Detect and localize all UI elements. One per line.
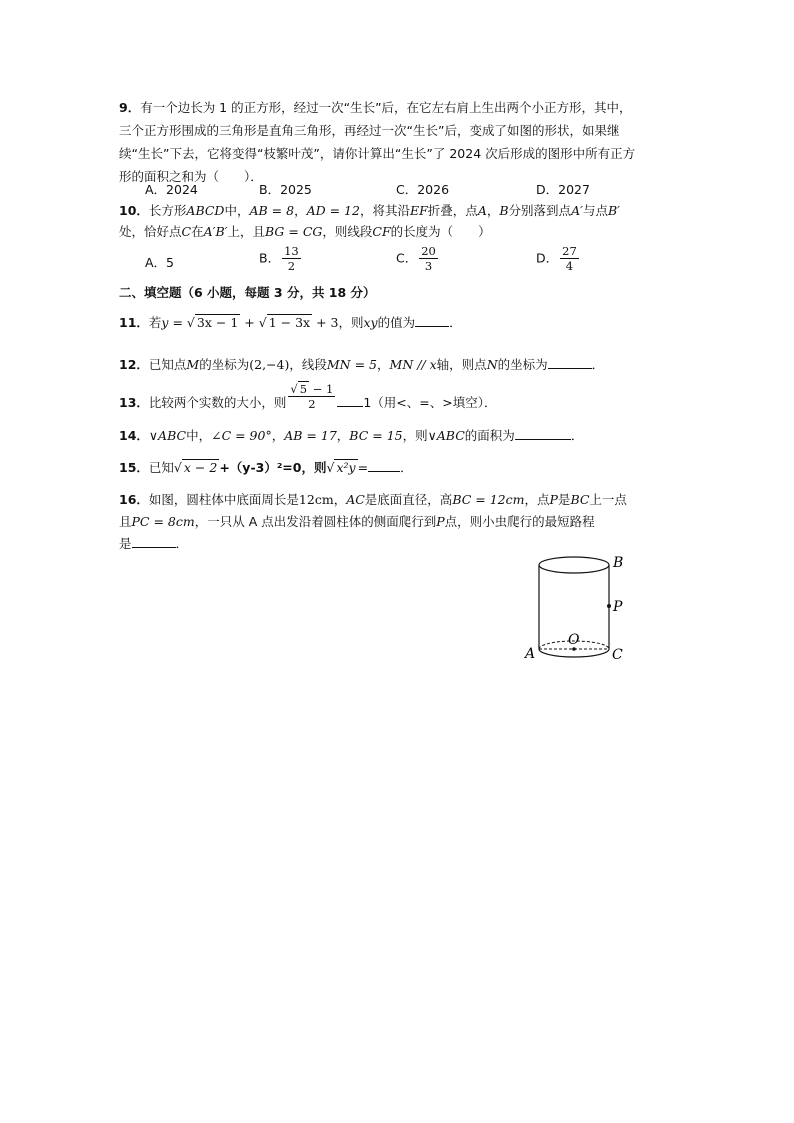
- q14-line: [119, 426, 583, 446]
- q15-text: +（y-3）²=0，则: [219, 460, 327, 475]
- cylinder-top-ellipse: [539, 557, 609, 573]
- q10-option-d-label: D．: [536, 250, 559, 266]
- q16-answer-blank[interactable]: [132, 535, 176, 548]
- q15-sqrt1: √ x − 2: [173, 460, 218, 475]
- q9-number: 9．: [119, 100, 141, 115]
- q16-p2: P: [436, 514, 445, 529]
- frac-num: 27: [562, 244, 577, 258]
- q14-triangle: ∨ABC: [148, 428, 187, 443]
- q16-text: 上一点: [589, 492, 627, 507]
- q10-text: 处，恰好点: [119, 224, 182, 239]
- q9-text3: 续“生长”下去，它将变得“枝繁叶茂”，请你计算出“生长”了 2024 次后形成的图形中所有正方: [119, 146, 636, 161]
- q10-text: 的长度为（ ）: [390, 224, 491, 239]
- q10-c: C: [181, 224, 192, 239]
- section-heading: 二、填空题（6 小题，每题 3 分，共 18 分）: [119, 285, 376, 300]
- q9-option-d[interactable]: D．2027: [536, 182, 590, 197]
- q13-line: [119, 382, 497, 413]
- q11-text: 的值为: [377, 315, 416, 330]
- q11-tail: + 3: [316, 315, 339, 330]
- frac-den: 2: [308, 397, 316, 411]
- q11-number: 11．: [119, 315, 149, 330]
- q15-end: ．: [400, 460, 413, 475]
- q10-line2: [119, 222, 491, 242]
- frac-den: 2: [287, 259, 296, 273]
- q12-answer-blank[interactable]: [548, 356, 592, 369]
- q16-line3: [119, 534, 188, 554]
- q10-text: 折叠，点: [427, 203, 478, 218]
- q10-text: 在: [191, 224, 204, 239]
- q16-text: ，一只从 A 点出发沿着圆柱体的侧面爬行到: [194, 514, 437, 529]
- q9-text2: 三个正方形围成的三角形是直角三角形，再经过一次“生长”后，变成了如图的形状，如果继: [119, 123, 620, 138]
- q15-answer-blank[interactable]: [368, 459, 400, 472]
- q11-end: ．: [449, 315, 462, 330]
- q11-text: 若: [148, 315, 162, 330]
- q9-option-b[interactable]: B．2025: [259, 182, 312, 197]
- frac-num: [288, 382, 335, 397]
- q16-text: 如图，圆柱体中底面周长是: [148, 492, 299, 507]
- frac-den: 4: [565, 259, 574, 273]
- q12-parallel: MN // x: [389, 357, 437, 372]
- q12-mn: MN = 5: [326, 357, 377, 372]
- q15-equals: =: [357, 460, 369, 475]
- q9-option-c[interactable]: C．2026: [396, 182, 450, 197]
- q16-text: 是: [557, 492, 571, 507]
- q13-num-tail: − 1: [309, 382, 334, 396]
- q11-answer-blank[interactable]: [415, 314, 449, 327]
- q10-b: B: [499, 203, 509, 218]
- q10-cf: CF: [372, 224, 391, 239]
- q10-text: 长方形: [148, 203, 187, 218]
- q14-text: ，则: [402, 428, 428, 443]
- q16-ac: AC: [346, 492, 365, 507]
- q10-ab: AB = 8: [249, 203, 295, 218]
- q10-option-b-fraction: [282, 244, 301, 273]
- label-b: B: [613, 555, 624, 571]
- q9-text4: 形的面积之和为（ ）．: [119, 169, 263, 184]
- q12-number: 12．: [119, 357, 149, 372]
- q16-text: 点，则小虫爬行的最短路程: [444, 514, 595, 529]
- q14-angle: ∠C = 90°: [211, 428, 272, 443]
- q12-coord: (2,−4): [249, 357, 290, 372]
- q11-radicand1: 3x − 1: [196, 315, 239, 330]
- q9-line2: [119, 121, 619, 141]
- q10-text: 上，且: [227, 224, 266, 239]
- label-o: O: [568, 632, 580, 648]
- q12-text: ，线段: [289, 357, 327, 372]
- q16-text: 且: [119, 514, 132, 529]
- q13-text: 比较两个实数的大小，则: [148, 395, 287, 410]
- q10-line1: [119, 201, 620, 221]
- q16-text: 是: [119, 536, 132, 551]
- q11-plus: +: [244, 315, 255, 330]
- q9-line1: [119, 98, 632, 118]
- q10-option-d-fraction: [560, 244, 579, 273]
- q12-text: 的坐标为: [497, 357, 548, 372]
- q10-apb: A′B′: [203, 224, 228, 239]
- q12-text: ，: [377, 357, 390, 372]
- q10-text: ，: [294, 203, 307, 218]
- q10-a: A: [477, 203, 487, 218]
- label-c: C: [612, 647, 623, 663]
- q11-line: [119, 313, 462, 333]
- q11-sqrt2: √ 1 − 3x: [258, 315, 311, 330]
- cylinder-figure: [520, 550, 630, 665]
- q14-number: 14．: [119, 428, 149, 443]
- q16-number: 16．: [119, 492, 149, 507]
- q10-ad: AD = 12: [306, 203, 360, 218]
- q12-text: 的坐标为: [199, 357, 250, 372]
- point-p: [607, 604, 611, 608]
- q10-text: ，: [486, 203, 500, 218]
- q16-p: P: [549, 492, 558, 507]
- q14-answer-blank[interactable]: [515, 427, 571, 440]
- q14-ab: AB = 17: [284, 428, 337, 443]
- q16-circumference: 12cm: [298, 492, 334, 507]
- q13-number: 13．: [119, 395, 149, 410]
- q16-pc: PC = 8cm: [131, 514, 195, 529]
- q12-end: ．: [591, 357, 605, 372]
- q16-text: ，: [333, 492, 347, 507]
- q10-text: 分别落到点: [508, 203, 572, 218]
- q15-number: 15．: [119, 460, 149, 475]
- q12-text: 已知点: [148, 357, 187, 372]
- label-a: A: [525, 646, 536, 662]
- q15-radicand1: x − 2: [183, 460, 218, 475]
- q15-sqrt2: √ x²y: [326, 460, 356, 475]
- q10-text: ，则线段: [322, 224, 373, 239]
- q16-line2: [119, 512, 595, 532]
- q12-n: N: [486, 357, 498, 372]
- q10-text: ，将其沿: [359, 203, 410, 218]
- label-p: P: [613, 599, 623, 615]
- q14-end: ．: [570, 428, 584, 443]
- q14-text: ，: [271, 428, 285, 443]
- q12-text: 轴，则点: [436, 357, 487, 372]
- q13-fraction: [288, 382, 335, 411]
- q16-end: ．: [175, 536, 189, 551]
- q10-option-b[interactable]: [259, 244, 303, 273]
- q15-radicand2: x²y: [336, 460, 356, 475]
- q13-text: 1（用<、=、>填空）．: [363, 395, 497, 410]
- q9-text1: 有一个边长为 1 的正方形，经过一次“生长”后，在它左右肩上生出两个小正方形，其中，: [140, 100, 632, 115]
- q10-abcd: ABCD: [186, 203, 225, 218]
- q16-bc2: BC: [570, 492, 590, 507]
- q11-xy: xy: [363, 315, 378, 330]
- q11-text: ，则: [338, 315, 364, 330]
- q12-m: M: [186, 357, 200, 372]
- q11-radicand2: 1 − 3x: [268, 315, 311, 330]
- q10-number: 10．: [119, 203, 149, 218]
- q9-line3: [119, 144, 635, 164]
- q14-triangle2: ∨ABC: [427, 428, 465, 443]
- q10-ap: A′: [571, 203, 583, 218]
- q10-bp: B′: [607, 203, 620, 218]
- q16-text: ，点: [524, 492, 550, 507]
- q14-bc: BC = 15: [349, 428, 403, 443]
- q14-text: 的面积为: [464, 428, 515, 443]
- q16-text: 是底面直径，高: [364, 492, 453, 507]
- q16-line1: [119, 490, 627, 510]
- q10-ef: EF: [409, 203, 428, 218]
- q14-text: 中，: [186, 428, 212, 443]
- q10-option-c-fraction: [419, 244, 438, 273]
- q13-radicand: 5: [299, 382, 308, 396]
- q10-text: 与点: [582, 203, 608, 218]
- q10-option-a[interactable]: A．5: [145, 255, 175, 270]
- q11-eq: y =: [161, 315, 183, 330]
- q10-text: 中，: [224, 203, 250, 218]
- frac-den: 3: [424, 259, 433, 273]
- q10-option-b-label: B．: [259, 250, 281, 266]
- q9-option-a[interactable]: A．2024: [145, 182, 198, 197]
- q16-bc: BC = 12cm: [452, 492, 525, 507]
- q15-line: [119, 458, 413, 478]
- q12-line: [119, 355, 604, 375]
- q13-sqrt: √ 5: [290, 382, 308, 396]
- frac-num: 13: [284, 244, 299, 258]
- q13-answer-blank[interactable]: [337, 394, 363, 407]
- q10-option-c-label: C．: [396, 250, 418, 266]
- q10-option-c[interactable]: [396, 244, 440, 273]
- frac-num: 20: [421, 244, 436, 258]
- q14-text: ，: [336, 428, 350, 443]
- q11-sqrt1: √ 3x − 1: [186, 315, 239, 330]
- q10-option-d[interactable]: [536, 244, 581, 273]
- q10-bg: BG = CG: [265, 224, 323, 239]
- q15-text: 已知: [148, 460, 174, 475]
